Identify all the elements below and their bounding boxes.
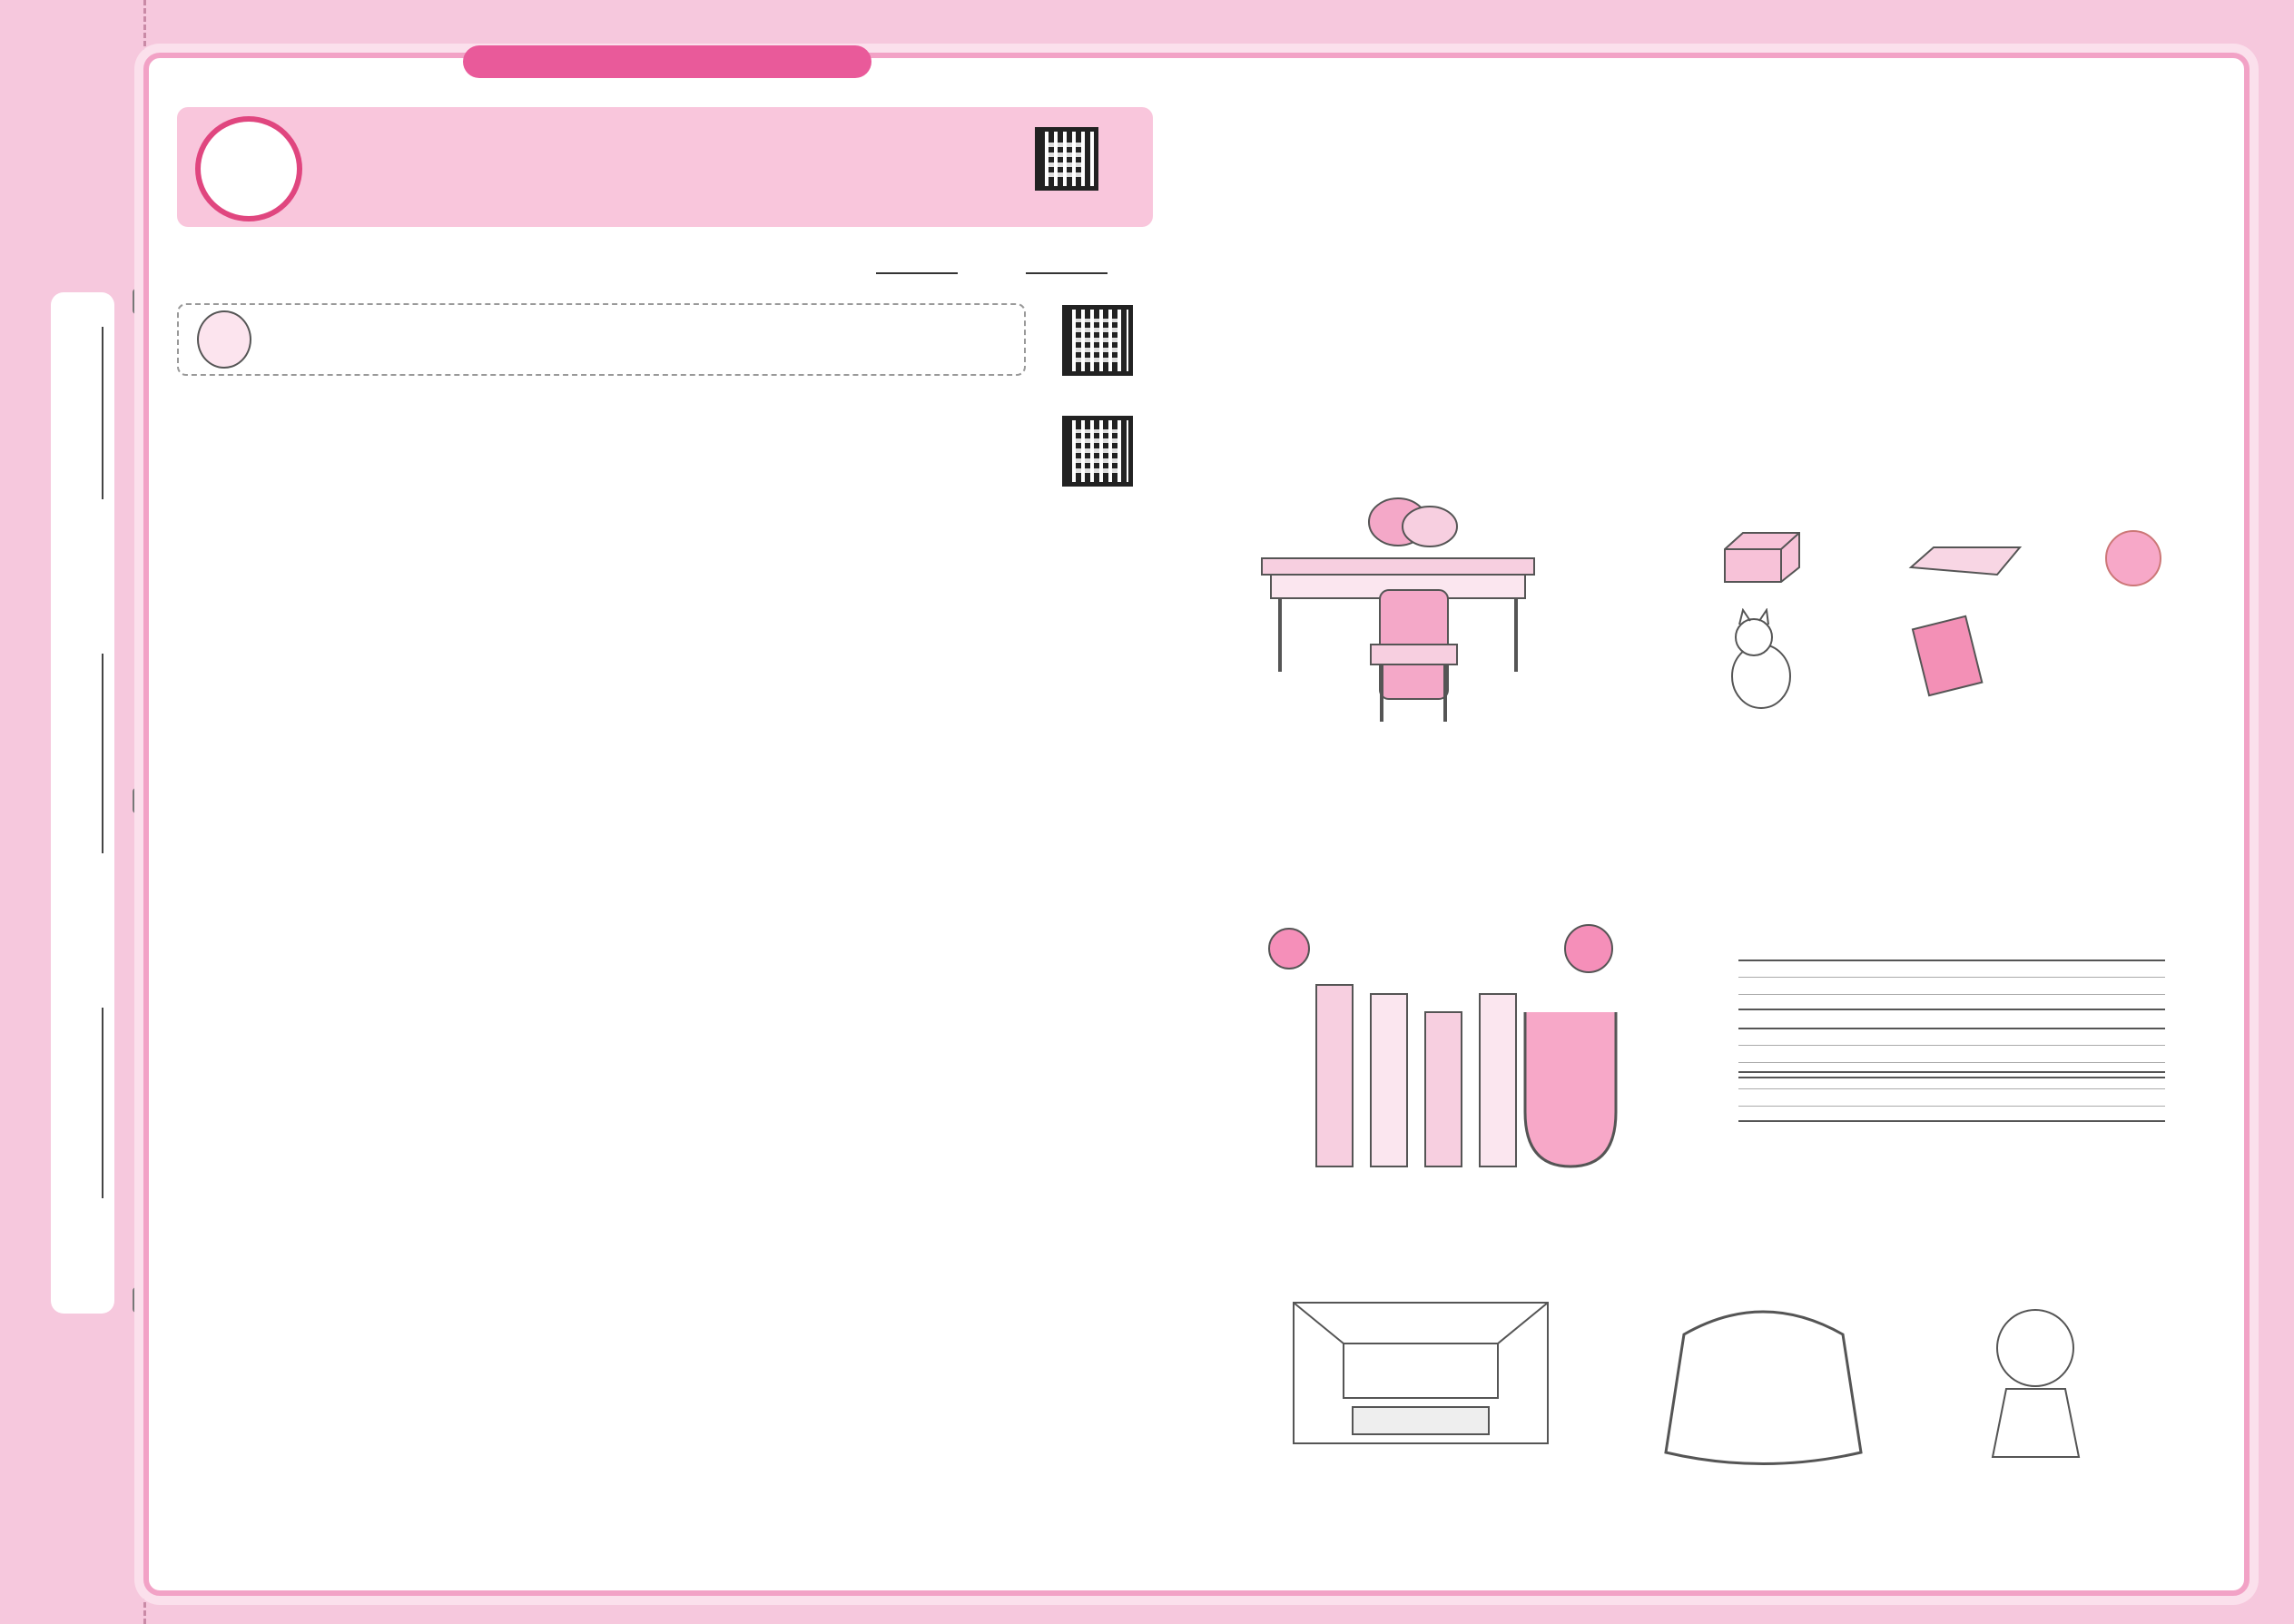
title-banner [177, 107, 1153, 227]
school-line[interactable] [102, 1008, 103, 1198]
score-field[interactable] [876, 257, 958, 279]
student-info-panel [51, 292, 114, 1314]
exam-page [143, 53, 2250, 1596]
tip-box [177, 303, 1026, 376]
grade-field[interactable] [1026, 257, 1108, 279]
pencil-case-icon [1906, 531, 2024, 586]
ball-icon [2102, 527, 2165, 590]
qr-code-icon[interactable] [1062, 416, 1133, 487]
name-line[interactable] [102, 327, 103, 499]
brand-logo [195, 116, 302, 221]
cat-icon [1716, 608, 1807, 713]
desk-scene-illustration [1253, 490, 1552, 735]
letters-scene-illustration [1253, 912, 1643, 1176]
lowercase-writing-lines[interactable] [1738, 1071, 2165, 1122]
uppercase-writing-lines[interactable] [1738, 960, 2165, 1010]
qr-code-icon[interactable] [1062, 305, 1133, 376]
girl-avatar-icon [197, 310, 251, 369]
box-icon [1716, 522, 1807, 586]
notebook-icon [1906, 613, 1988, 699]
grade-blank[interactable] [1026, 272, 1108, 274]
series-tag [463, 45, 871, 78]
girl-illustration [1956, 1298, 2115, 1462]
qr-code-icon[interactable] [1035, 127, 1098, 191]
score-blank[interactable] [876, 272, 958, 274]
classroom-illustration [1289, 1298, 1552, 1448]
schoolbag-illustration [1648, 1298, 1879, 1466]
class-line[interactable] [102, 654, 103, 853]
